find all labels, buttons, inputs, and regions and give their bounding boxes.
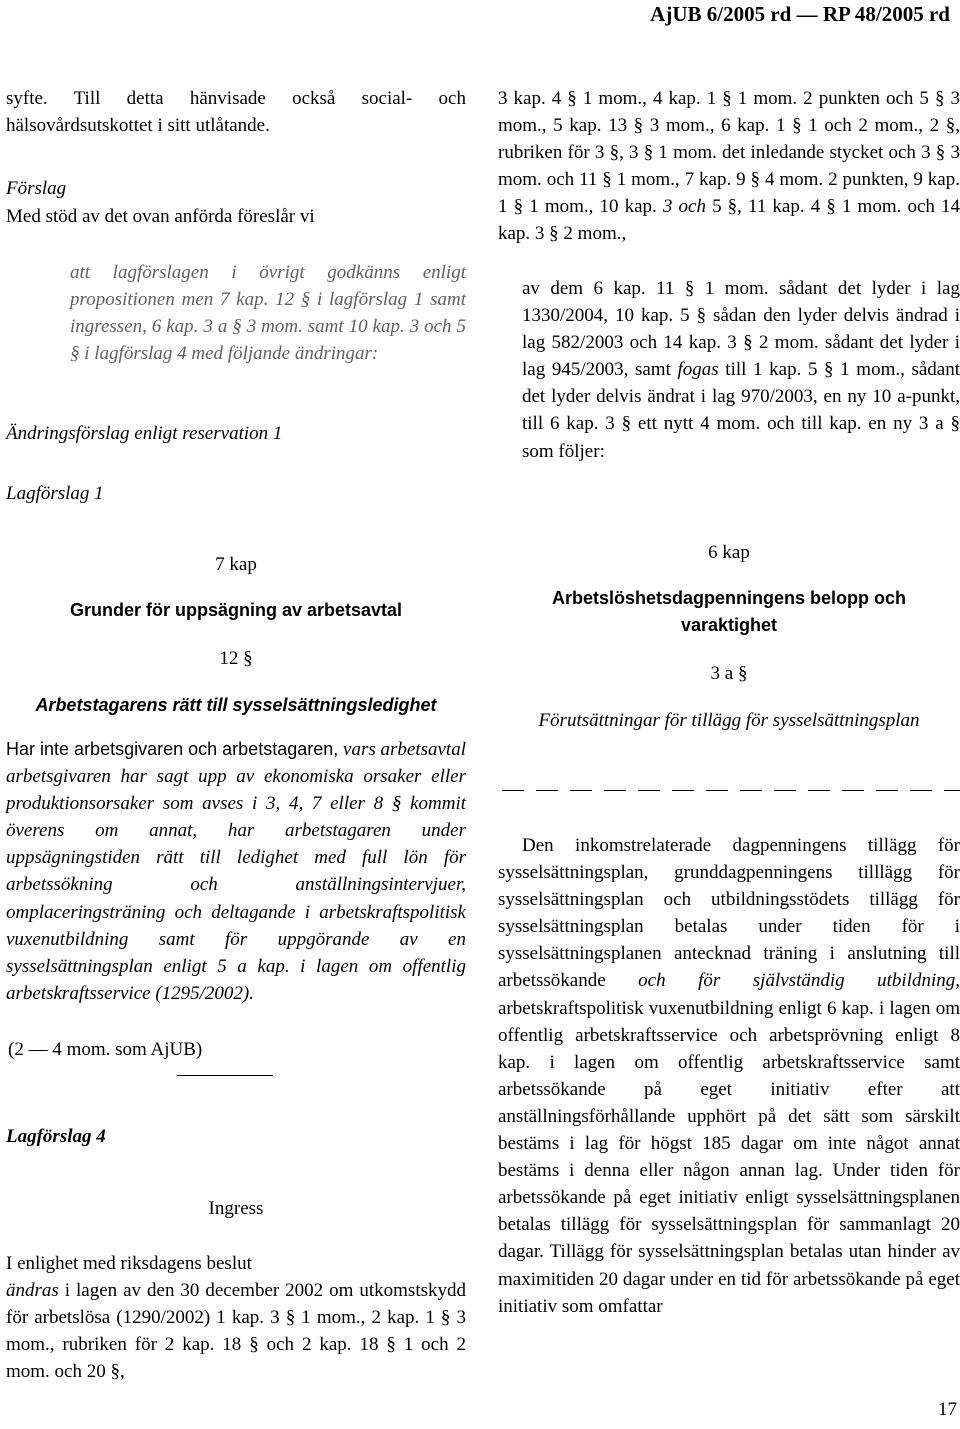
ingress-italic: ändras [6,1280,59,1301]
top-italic-e: fogas [677,359,719,381]
body-italic: och för självständig utbildning, [638,970,960,992]
right-top-paragraph [498,85,960,248]
right-amend-paragraph [498,275,960,465]
lagforslag-1-heading: Lagförslag 1 [6,483,104,504]
page-number: 17 [938,1399,957,1420]
dashed-separator [502,790,960,791]
intro-paragraph: syfte. Till detta hänvisade också social- och hälsovårdsutskottet i sitt utlåtande. [6,88,466,137]
ingress-body [6,1277,466,1385]
running-header: AjUB 6/2005 rd — RP 48/2005 rd [650,2,950,26]
ingress-heading: Ingress [208,1198,264,1219]
separator-rule [177,1075,273,1076]
top-text-a: 3 kap. 4 § 1 mom., 4 kap. 1 § 1 mom. 2 punkten och 5 § 3 mom., 5 kap. 13 § 3 mom., 6 kap. 1 § 1 och 2 mom., 2 §, rubriken för 3 §, 3 § 1 mom. det inledande stycket och 3 § 3 mom. och 11 § 1 mom., 7 kap. 9 § 4 mom. 2 punkten, 9 kap. 1 § 1 mom., 10 kap. [498,88,960,218]
chapter-6-title: Arbetslöshetsdagpenningens belopp och varaktighet [551,588,907,636]
ingress-line-1: I enlighet med riksdagens beslut [6,1253,252,1274]
proposal-paragraph: att lagförslagen i övrigt godkänns enligt propositionen men 7 kap. 12 § i lagförslag 1 samt ingressen, 6 kap. 3 a § 3 mom. samt 10 kap. 3 och 5 § i lagförslag 4 med följande ändringar: [70,262,466,365]
chapter-6-heading: 6 kap [708,542,750,563]
section-12-heading: 12 § [219,648,253,669]
forslag-heading: Förslag [6,178,67,199]
ingress-rest: i lagen av den 30 december 2002 om utkomstskydd för arbetslösa (1290/2002) 1 kap. 3 § 1 mom., 2 kap. 1 § 3 mom., rubriken för 2 kap. 18 § och 2 kap. 18 § 1 och 2 mom. och 20 §, [6,1280,466,1383]
section-12-body [6,736,466,1007]
top-text-f: till 1 kap. 5 § 1 mom., sådant det lyder delvis ändrat i lag 970/2003, en ny 10 a-punkt, till 6 kap. 3 § ett nytt 4 mom. och till kap. en ny 3 a § som följer: [522,359,960,462]
amendment-title: Ändringsförslag enligt reservation 1 [6,423,283,444]
section-12-body-regular: Har inte arbetsgivaren och arbetstagaren, [6,739,339,759]
section-3a-body [498,832,960,1320]
top-text-d: av dem 6 kap. 11 § 1 mom. sådant det lyder i lag 1330/2004, 10 kap. 5 § sådan den lyder delvis ändrad i lag 582/2003 och 14 kap. 3 § 2 mom. sådant det lyder i lag 945/2003, samt [522,278,960,381]
section-3a-title: Förutsättningar för tillägg för sysselsättningsplan [538,710,920,731]
body-a: Den inkomstrelaterade dagpenningens tillägg för sysselsättningsplan, grunddagpenningens tilllägg för sysselsättningsplan och utbildningsstödets tillägg för sysselsättningsplan betalas under tiden för i sysselsättningsplanen antecknad träning i anslutning till arbetssökande [498,835,960,992]
section-3a-heading: 3 a § [710,663,748,684]
body-b: arbetskraftspolitisk vuxenutbildning enligt 6 kap. i lagen om offentlig arbetskraftsservice och arbetsprövning enligt 8 kap. i lagen om offentlig arbetskraftsservice samt arbetssökande på eget initiativ efter att anställningsförhållande upphört på det sätt som särskilt bestäms i lag för högst 185 dagar om inte något annat bestäms i denna eller någon annan lag. Under tiden för arbetssökande på eget initiativ enligt sysselsättningsplanen betalas tillägg för sysselsättningsplan för sammanlagt 20 dagar. Tillägg för sysselsättningsplan betalas utan hinder av maximitiden 20 dagar under en tid för arbetssökande på eget initiativ som omfattar [498,997,960,1317]
section-12-body-italic: vars arbetsavtal arbetsgivaren har sagt upp av ekonomiska orsaker eller produktionsorsaker som avses i 3, 4, 7 eller 8 § kommit överens om annat, har arbetstagaren under uppsägningstiden rätt till ledighet med full lön för arbetssökning och anställningsintervjuer, omplaceringsträning och deltagande i arbetskraftspolitisk vuxenutbildning samt för uppgörande av en sysselsättningsplan enligt 5 a kap. i lagen om offentlig arbetskraftsservice (1295/2002). [6,739,466,1004]
right-column [498,85,960,1405]
left-column [6,85,466,1405]
forslag-text: Med stöd av det ovan anförda föreslår vi [6,206,315,227]
top-italic-b: 3 och [662,196,706,218]
mom-reference: (2 — 4 mom. som AjUB) [8,1039,203,1060]
chapter-7-heading: 7 kap [215,554,257,575]
section-12-title: Arbetstagarens rätt till sysselsättningsledighet [35,695,437,715]
chapter-7-title: Grunder för uppsägning av arbetsavtal [69,600,403,620]
lagforslag-4-heading: Lagförslag 4 [6,1126,106,1147]
top-text-c: 5 §, 11 kap. 4 § 1 mom. och 14 kap. 3 § 2 mom., [498,196,960,245]
